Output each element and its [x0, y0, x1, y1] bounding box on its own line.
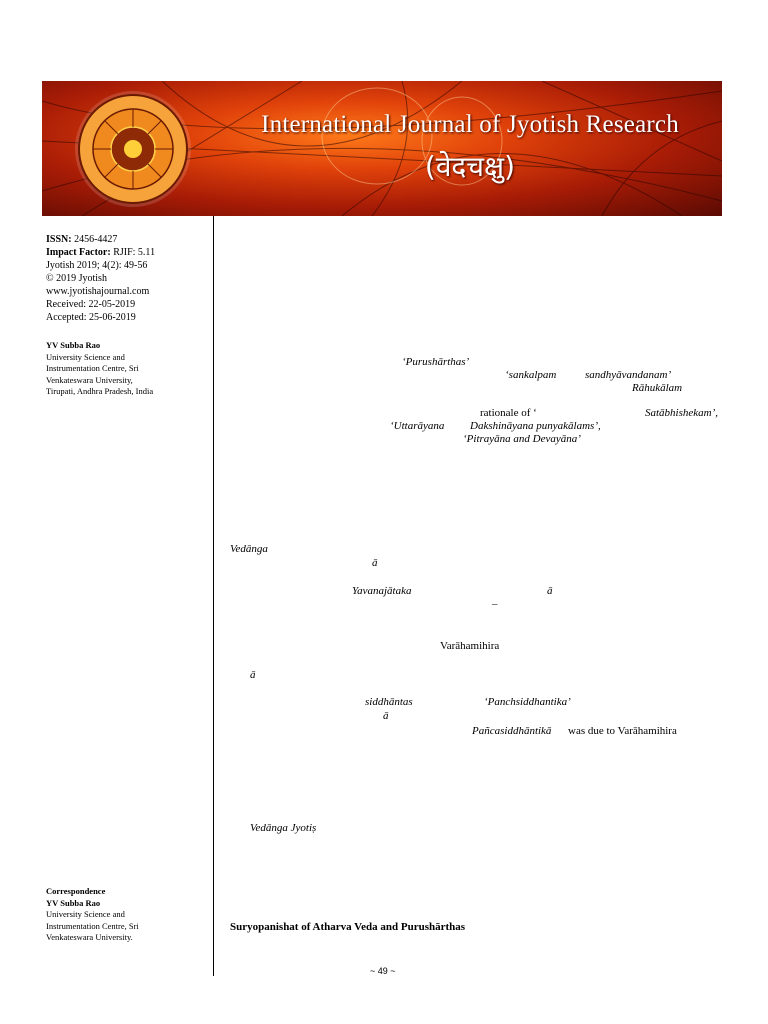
body-fragment: was due to Varāhamihira: [568, 725, 677, 737]
author-affil-line: Instrumentation Centre, Sri: [46, 363, 139, 373]
author-affil-line: University Science and: [46, 351, 125, 362]
journal-subtitle: (वेदचक्षु): [424, 150, 516, 183]
body-fragment: siddhāntas: [365, 696, 413, 708]
body-fragment: ‘sankalpam: [505, 369, 557, 381]
body-fragment: Pañcasiddhāntikā: [472, 725, 552, 737]
impact-value: RJIF: 5.11: [113, 247, 156, 258]
received-label: Received:: [46, 299, 86, 310]
article-meta: [46, 233, 206, 324]
correspondence-affil-line: Venkateswara University.: [46, 932, 133, 942]
correspondence-name: YV Subba Rao: [46, 897, 101, 908]
accepted-date: 25-06-2019: [89, 312, 136, 323]
body-fragment: Yavanajātaka: [352, 585, 412, 597]
journal-logo-seal: [75, 91, 191, 207]
citation: Jyotish 2019; 4(2): 49-56: [46, 260, 148, 271]
section-heading: Suryopanishat of Atharva Veda and Purushārthas: [230, 921, 466, 933]
body-fragment: ā: [250, 669, 256, 681]
received-date: 22-05-2019: [88, 299, 136, 310]
body-fragment: ā: [372, 557, 378, 569]
author-name: YV Subba Rao: [46, 340, 101, 350]
body-fragment: –: [492, 598, 498, 610]
page-number: ~ 49 ~: [370, 966, 396, 976]
copyright: © 2019 Jyotish: [46, 273, 107, 284]
body-fragment: ‘Purushārthas’: [402, 356, 470, 368]
body-fragment: sandhyāvandanam’: [585, 369, 672, 381]
author-affil-line: Tirupati, Andhra Pradesh, India: [46, 386, 154, 396]
correspondence-affil-line: Instrumentation Centre, Sri: [46, 920, 139, 931]
correspondence-block: [46, 886, 206, 944]
accepted-label: Accepted:: [46, 312, 87, 323]
body-fragment: Varāhamihira: [440, 640, 500, 652]
body-fragment: Rāhukālam: [632, 382, 683, 394]
column-divider: [213, 216, 214, 976]
correspondence-affil-line: University Science and: [46, 909, 125, 919]
body-fragment: ā: [547, 585, 553, 597]
body-fragment: rationale of ‘: [480, 407, 537, 419]
body-fragment: Vedānga: [230, 543, 268, 555]
body-fragment: Vedānga Jyotiṣ: [250, 822, 317, 834]
journal-banner: [42, 81, 722, 216]
body-fragment: Satābhishekam’,: [645, 407, 719, 419]
impact-label: Impact Factor:: [46, 247, 111, 258]
issn-label: ISSN:: [46, 234, 72, 245]
body-fragment: ‘Uttarāyana: [390, 420, 445, 432]
body-fragment: ‘Pitrayāna and Devayāna’: [463, 433, 581, 445]
body-fragment: ‘Panchsiddhantika’: [484, 696, 571, 708]
author-affil-line: Venkateswara University,: [46, 374, 133, 385]
author-block: [46, 340, 206, 398]
issn-value: 2456-4427: [74, 234, 118, 245]
correspondence-label: Correspondence: [46, 886, 106, 896]
journal-title: International Journal of Jyotish Research: [261, 111, 679, 138]
website: www.jyotishajournal.com: [46, 286, 150, 297]
body-fragment: Dakshināyana punyakālams’,: [470, 420, 601, 432]
body-fragment: ā: [383, 710, 389, 722]
